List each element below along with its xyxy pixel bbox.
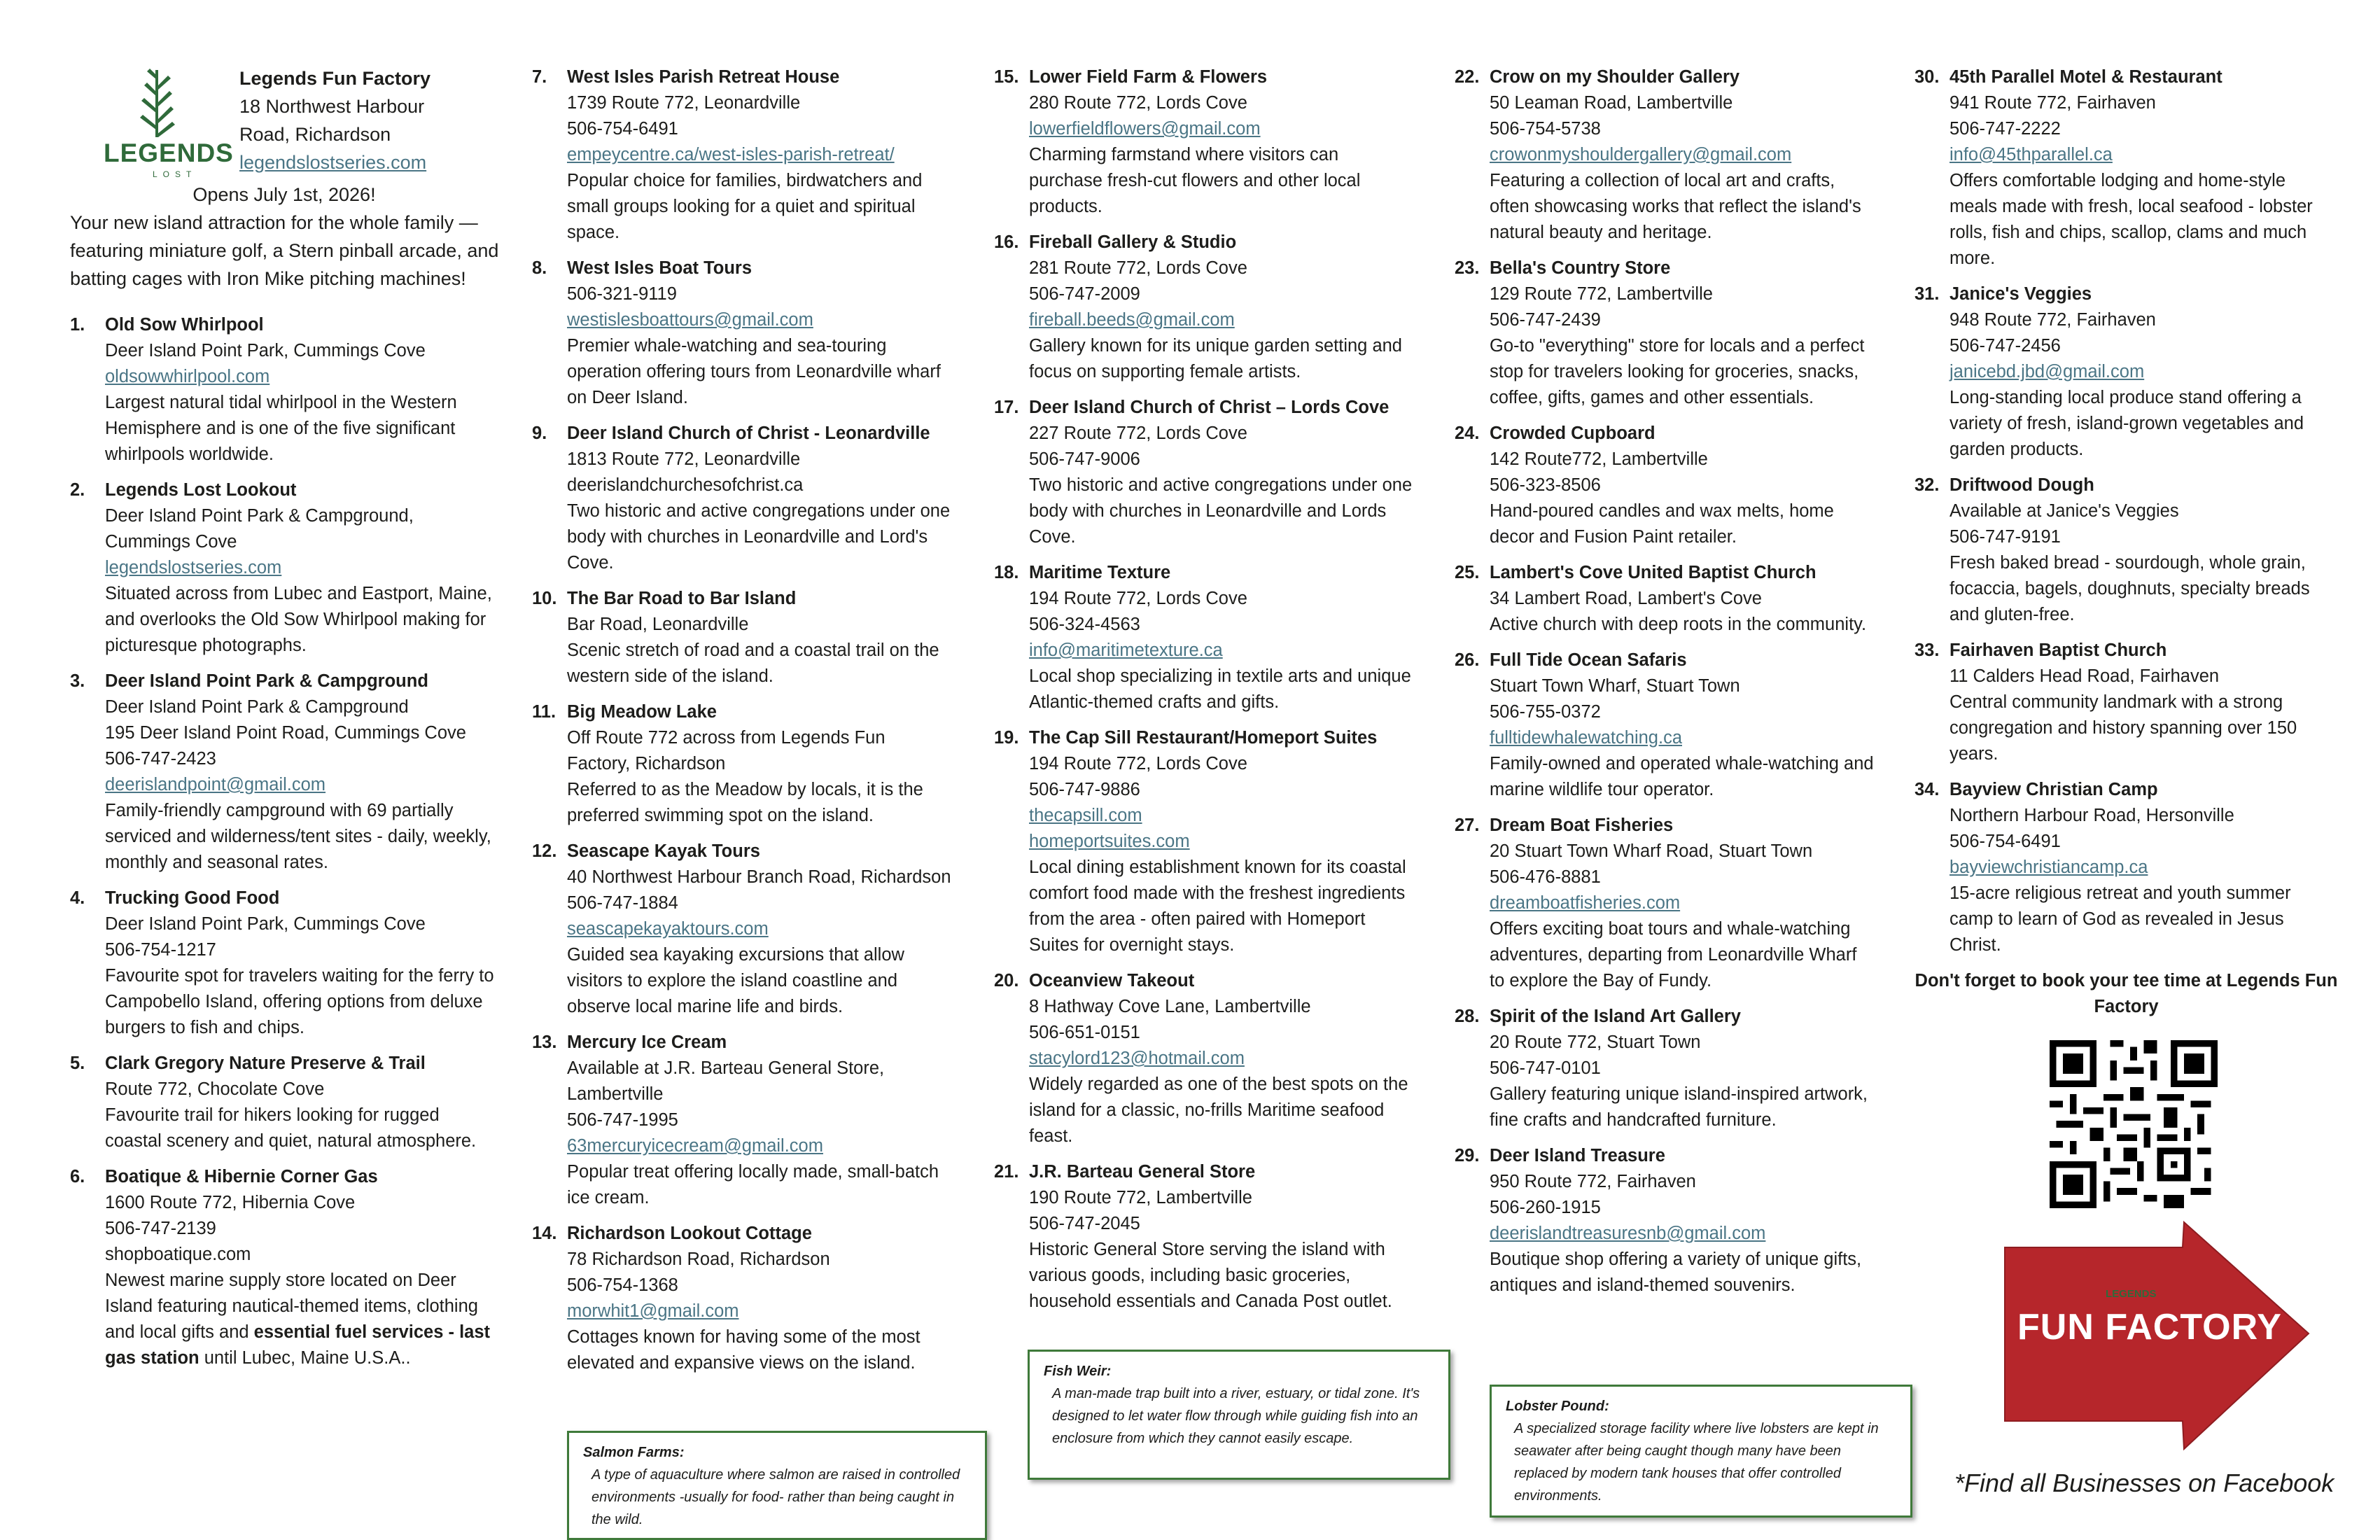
listing-link[interactable]: crowonmyshouldergallery@gmail.com [1490, 145, 1792, 164]
listing-entry [532, 255, 952, 411]
listing-description [1949, 385, 2338, 463]
description-text: Long-standing local produce stand offering a variety of fresh, island-grown vegetables and garden products. [1949, 388, 2304, 459]
box-title: Salmon Farms: [583, 1445, 685, 1460]
listing-description [567, 942, 952, 1020]
listing-group-2 [532, 64, 952, 1376]
column-3 [994, 64, 1414, 1324]
description-text: Boutique shop offering a variety of unique gifts, antiques and island-themed souvenirs. [1490, 1250, 1862, 1295]
box-title: Lobster Pound: [1506, 1399, 1609, 1414]
listing-detail: Off Route 772 across from Legends Fun Factory, Richardson [567, 728, 886, 774]
listing-link[interactable]: fulltidewhalewatching.ca [1490, 728, 1682, 748]
description-text: Central community landmark with a strong congregation and history spanning over 150 years. [1949, 692, 2297, 764]
address-line: Road, Richardson [239, 124, 391, 145]
website-link[interactable]: legendslostseries.com [239, 152, 427, 173]
listing-number: 20. [994, 971, 1019, 990]
listing-title: Bayview Christian Camp [1949, 780, 2158, 799]
listing-description [1490, 1082, 1875, 1133]
box-title: Fish Weir: [1044, 1364, 1112, 1379]
listing-number: 27. [1455, 816, 1480, 835]
listing-entry [1455, 560, 1875, 638]
listing-description [105, 1102, 497, 1154]
description-text: Go-to "everything" store for locals and a perfect stop for travelers looking for groceries, snacks, coffee, gifts, games and other essentials. [1490, 336, 1865, 407]
box-body: A type of aquaculture where salmon are raised in controlled environments -usually for food- rather than being caught in the wild. [592, 1467, 960, 1527]
listing-detail: 506-476-8881 [1490, 867, 1601, 887]
listing-description [1949, 881, 2338, 958]
listing-entry [1455, 813, 1875, 994]
description-text: Scenic stretch of road and a coastal trail on the western side of the island. [567, 640, 939, 686]
listing-description [105, 390, 497, 468]
listing-detail: 506-747-2222 [1949, 119, 2061, 139]
listing-number: 9. [532, 424, 547, 443]
listing-description [1029, 664, 1414, 715]
listing-number: 28. [1455, 1007, 1480, 1026]
listing-detail: 941 Route 772, Fairhaven [1949, 93, 2156, 113]
description-text: Newest marine supply store located on Deer Island featuring nautical-themed items, clothing and local gifts and [105, 1270, 478, 1342]
description-text: Family-owned and operated whale-watching and marine wildlife tour operator. [1490, 754, 1874, 799]
listing-title: Lambert's Cove United Baptist Church [1490, 563, 1816, 582]
tee-time-note: Don't forget to book your tee time at Legends Fun Factory [1914, 971, 2338, 1016]
listing-detail: Stuart Town Wharf, Stuart Town [1490, 676, 1740, 696]
listing-detail: 34 Lambert Road, Lambert's Cove [1490, 589, 1762, 608]
listing-title: West Isles Boat Tours [567, 258, 752, 278]
listing-detail: 506-747-9191 [1949, 527, 2061, 547]
listing-entry [1455, 255, 1875, 411]
description-text: Gallery known for its unique garden setting and focus on supporting female artists. [1029, 336, 1402, 382]
listing-number: 26. [1455, 650, 1480, 670]
listing-number: 2. [70, 480, 85, 500]
listing-number: 21. [994, 1162, 1019, 1182]
listing-entry [994, 968, 1414, 1149]
opening-date: Opens July 1st, 2026! [192, 184, 376, 205]
listing-entry [1455, 64, 1875, 246]
listing-link[interactable]: fireball.beeds@gmail.com [1029, 310, 1235, 330]
listing-detail: 506-747-2045 [1029, 1214, 1140, 1233]
listing-number: 30. [1914, 67, 1940, 87]
listing-description [1490, 333, 1875, 411]
listing-title: Deer Island Church of Christ - Leonardville [567, 424, 930, 443]
listing-group-5 [1914, 64, 2338, 958]
listing-description [105, 963, 497, 1041]
listing-detail: Bar Road, Leonardville [567, 615, 749, 634]
logo-subtitle: LOST [153, 169, 197, 179]
listing-entry [532, 1030, 952, 1211]
listing-entry [70, 886, 497, 1041]
address-line: 18 Northwest Harbour [239, 96, 425, 117]
listing-description [1029, 142, 1414, 220]
listing-description [1949, 690, 2338, 767]
description-text: Popular treat offering locally made, small-batch ice cream. [567, 1162, 939, 1208]
listing-title: Dream Boat Fisheries [1490, 816, 1674, 835]
description-text: Charming farmstand where visitors can purchase fresh-cut flowers and other local products. [1029, 145, 1361, 216]
listing-link[interactable]: janicebd.jbd@gmail.com [1949, 362, 2145, 382]
listing-detail: 142 Route772, Lambertville [1490, 449, 1708, 469]
listing-title: Fireball Gallery & Studio [1029, 232, 1237, 252]
listing-title: Clark Gregory Nature Preserve & Trail [105, 1054, 426, 1073]
listing-number: 16. [994, 232, 1019, 252]
description-text: Referred to as the Meadow by locals, it is the preferred swimming spot on the island. [567, 780, 923, 825]
listing-number: 1. [70, 315, 85, 335]
listing-detail: 506-754-6491 [567, 119, 678, 139]
listing-link[interactable]: westislesboattours@gmail.com [567, 310, 813, 330]
listing-description [567, 333, 952, 411]
listing-number: 6. [70, 1167, 85, 1186]
listing-number: 19. [994, 728, 1019, 748]
fun-factory-sign[interactable] [2001, 1218, 2316, 1456]
listing-detail: 506-323-8506 [1490, 475, 1601, 495]
description-text: Widely regarded as one of the best spots on the island for a classic, no-frills Maritime seafood feast. [1029, 1074, 1408, 1146]
listing-group-3 [994, 64, 1414, 1315]
listing-detail: deerislandchurchesofchrist.ca [567, 475, 804, 495]
listing-title: Trucking Good Food [105, 888, 280, 908]
listing-title: The Cap Sill Restaurant/Homeport Suites [1029, 728, 1378, 748]
listing-number: 33. [1914, 640, 1940, 660]
listing-detail: 190 Route 772, Lambertville [1029, 1188, 1252, 1208]
listing-link[interactable]: 63mercuryicecream@gmail.com [567, 1136, 823, 1156]
listing-detail: 195 Deer Island Point Road, Cummings Cove [105, 723, 466, 743]
listing-link[interactable]: lowerfieldflowers@gmail.com [1029, 119, 1261, 139]
listing-detail: Deer Island Point Park & Campground [105, 697, 409, 717]
description-text: until Lubec, Maine U.S.A.. [199, 1348, 411, 1368]
listing-description [567, 168, 952, 246]
logo-wordmark: LEGENDS [104, 139, 234, 167]
listing-title: Big Meadow Lake [567, 702, 717, 722]
listing-group-1 [70, 312, 497, 1371]
facebook-note: *Find all Businesses on Facebook [1954, 1469, 2334, 1497]
legends-logo [85, 66, 234, 185]
listing-title: Crow on my Shoulder Gallery [1490, 67, 1740, 87]
listing-title: Janice's Veggies [1949, 284, 2092, 304]
listing-detail: 506-747-1995 [567, 1110, 678, 1130]
listing-description [1029, 333, 1414, 385]
listing-link[interactable]: homeportsuites.com [1029, 832, 1190, 851]
description-text: Historic General Store serving the island with various goods, including basic groceries, household essentials and Canada Post outlet. [1029, 1240, 1392, 1311]
listing-number: 17. [994, 398, 1019, 417]
listing-entry [70, 1051, 497, 1154]
description-text: Largest natural tidal whirlpool in the Western Hemisphere and is one of the five significant whirlpools worldwide. [105, 393, 457, 464]
listing-description [105, 1268, 497, 1371]
listing-detail: 506-747-2439 [1490, 310, 1601, 330]
description-emphasis: essential fuel services - last gas station [105, 1322, 491, 1368]
listing-detail: 194 Route 772, Lords Cove [1029, 589, 1247, 608]
listing-entry [1914, 638, 2338, 767]
listing-description [1029, 855, 1414, 958]
listing-number: 11. [532, 702, 556, 722]
description-text: Active church with deep roots in the community. [1490, 615, 1867, 634]
listing-detail: 506-747-2456 [1949, 336, 2061, 356]
listing-detail: Deer Island Point Park & Campground, Cummings Cove [105, 506, 414, 552]
listing-number: 14. [532, 1224, 557, 1243]
listing-link[interactable]: stacylord123@hotmail.com [1029, 1049, 1245, 1068]
listing-detail: 1600 Route 772, Hibernia Cove [105, 1193, 356, 1212]
listing-detail: 281 Route 772, Lords Cove [1029, 258, 1247, 278]
listing-entry [994, 1159, 1414, 1315]
listing-entry [1455, 648, 1875, 803]
listing-entry [70, 477, 497, 659]
listing-entry [1914, 777, 2338, 958]
listing-detail: 8 Hathway Cove Lane, Lambertville [1029, 997, 1311, 1016]
listing-number: 24. [1455, 424, 1480, 443]
listing-link[interactable]: legendslostseries.com [105, 558, 282, 578]
description-text: Local shop specializing in textile arts and unique Atlantic-themed crafts and gifts. [1029, 666, 1411, 712]
listing-title: Legends Lost Lookout [105, 480, 297, 500]
listing-title: Spirit of the Island Art Gallery [1490, 1007, 1741, 1026]
listing-link[interactable]: seascapekayaktours.com [567, 919, 769, 939]
description-text: Two historic and active congregations under one body with churches in Leonardville and Lord's Cove. [567, 501, 951, 573]
listing-description [1949, 550, 2338, 628]
qr-code-icon[interactable] [2050, 1040, 2218, 1208]
description-text: Offers comfortable lodging and home-style meals made with fresh, local seafood - lobster rolls, fish and chips, scallop, clams and much more. [1949, 171, 2313, 268]
listing-entry [994, 560, 1414, 715]
listing-entry [1914, 281, 2338, 463]
listing-link[interactable]: oldsowwhirlpool.com [105, 367, 270, 386]
listing-detail: 1813 Route 772, Leonardville [567, 449, 801, 469]
listing-title: The Bar Road to Bar Island [567, 589, 797, 608]
listing-detail: 506-747-1884 [567, 893, 678, 913]
description-text: Offers exciting boat tours and whale-watching adventures, departing from Leonardville Wharf to explore the Bay of Fundy. [1490, 919, 1857, 990]
listing-title: West Isles Parish Retreat House [567, 67, 840, 87]
listing-number: 32. [1914, 475, 1940, 495]
listing-detail: Available at J.R. Barteau General Store, Lambertville [567, 1058, 885, 1104]
listing-title: J.R. Barteau General Store [1029, 1162, 1256, 1182]
listing-detail: 20 Route 772, Stuart Town [1490, 1032, 1701, 1052]
listing-number: 18. [994, 563, 1019, 582]
listing-link[interactable]: deerislandpoint@gmail.com [105, 775, 326, 794]
listing-number: 13. [532, 1032, 557, 1052]
listing-entry [994, 230, 1414, 385]
listing-entry [532, 1221, 952, 1376]
listing-number: 23. [1455, 258, 1480, 278]
listing-detail: 506-754-1217 [105, 940, 216, 960]
listing-number: 7. [532, 67, 547, 87]
listing-detail: Route 772, Chocolate Cove [105, 1079, 325, 1099]
listing-number: 15. [994, 67, 1019, 87]
listing-entry [532, 421, 952, 576]
column-2 [532, 64, 952, 1386]
description-text: Premier whale-watching and sea-touring operation offering tours from Leonardville wharf on Deer Island. [567, 336, 941, 407]
listing-number: 4. [70, 888, 85, 908]
description-text: Fresh baked bread - sourdough, whole grain, focaccia, bagels, doughnuts, specialty breads and gluten-free. [1949, 553, 2310, 624]
listing-group-4 [1455, 64, 1875, 1298]
description-text: Local dining establishment known for its coastal comfort food made with the freshest ingredients from the area - often paired with Homeport Suites for overnight stays. [1029, 858, 1406, 955]
listing-title: Maritime Texture [1029, 563, 1171, 582]
listing-title: Deer Island Point Park & Campground [105, 671, 428, 691]
description-text: Favourite trail for hikers looking for rugged coastal scenery and quiet, natural atmosphere. [105, 1105, 477, 1151]
header-address [239, 64, 430, 176]
listing-detail: 506-324-4563 [1029, 615, 1140, 634]
listing-number: 8. [532, 258, 547, 278]
listing-number: 5. [70, 1054, 85, 1073]
listing-description [1490, 168, 1875, 246]
listing-detail: 129 Route 772, Lambertville [1490, 284, 1713, 304]
listing-number: 22. [1455, 67, 1480, 87]
listing-title: Full Tide Ocean Safaris [1490, 650, 1687, 670]
listing-entry [994, 64, 1414, 220]
listing-title: Bella's Country Store [1490, 258, 1671, 278]
listing-detail: 506-651-0151 [1029, 1023, 1140, 1042]
listing-description [1029, 1072, 1414, 1149]
box-body: A specialized storage facility where live lobsters are kept in seawater after being caught though many have been replaced by modern tank houses that offer controlled environments. [1514, 1421, 1879, 1504]
tree-icon [127, 66, 183, 139]
sign-logo: LEGENDS [2106, 1288, 2157, 1300]
listing-entry [994, 725, 1414, 958]
listing-link[interactable]: empeycentre.ca/west-isles-parish-retreat/ [567, 145, 895, 164]
listing-title: Lower Field Farm & Flowers [1029, 67, 1268, 87]
listing-detail: 50 Leaman Road, Lambertville [1490, 93, 1733, 113]
listing-description [1949, 168, 2338, 272]
listing-description [105, 581, 497, 659]
box-body: A man-made trap built into a river, estuary, or tidal zone. It's designed to let water flow through while guiding fish into an enclosure from which they cannot easily escape. [1052, 1386, 1420, 1446]
listing-entry [1455, 421, 1875, 550]
listing-detail: 280 Route 772, Lords Cove [1029, 93, 1247, 113]
listing-title: Seascape Kayak Tours [567, 841, 760, 861]
listing-description [1490, 612, 1875, 638]
listing-number: 31. [1914, 284, 1940, 304]
listing-number: 25. [1455, 563, 1480, 582]
listing-detail: 78 Richardson Road, Richardson [567, 1250, 830, 1269]
listing-link[interactable]: thecapsill.com [1029, 806, 1142, 825]
business-name: Legends Fun Factory [239, 68, 431, 89]
description-text: Featuring a collection of local art and crafts, often showcasing works that reflect the island's natural beauty and heritage. [1490, 171, 1861, 242]
listing-detail: 506-754-1368 [567, 1275, 678, 1295]
listing-entry [70, 1164, 497, 1371]
listing-detail: 506-747-2139 [105, 1219, 216, 1238]
listing-entry [532, 586, 952, 690]
listing-entry [532, 699, 952, 829]
listing-detail: 948 Route 772, Fairhaven [1949, 310, 2156, 330]
listing-detail: 11 Calders Head Road, Fairhaven [1949, 666, 2220, 686]
listing-description [567, 1324, 952, 1376]
listing-description [1490, 916, 1875, 994]
listing-detail: 506-747-0101 [1490, 1058, 1601, 1078]
listing-link[interactable]: info@maritimetexture.ca [1029, 640, 1223, 660]
listing-description [567, 1159, 952, 1211]
listing-entry [1914, 472, 2338, 628]
listing-title: Driftwood Dough [1949, 475, 2094, 495]
listing-entry [70, 668, 497, 876]
listing-description [1490, 1247, 1875, 1298]
listing-description [567, 777, 952, 829]
listing-detail: Deer Island Point Park, Cummings Cove [105, 341, 426, 360]
listing-detail: 1739 Route 772, Leonardville [567, 93, 801, 113]
lobster-pound-box [1490, 1385, 1912, 1518]
listing-title: Oceanview Takeout [1029, 971, 1195, 990]
listing-entry [1455, 1143, 1875, 1298]
listing-detail: Available at Janice's Veggies [1949, 501, 2179, 521]
listing-number: 12. [532, 841, 557, 861]
listing-title: Richardson Lookout Cottage [567, 1224, 812, 1243]
listing-entry [532, 839, 952, 1020]
listing-number: 34. [1914, 780, 1940, 799]
listing-entry [1455, 1004, 1875, 1133]
description-text: Popular choice for families, birdwatchers and small groups looking for a quiet and spiritual space. [567, 171, 923, 242]
listing-detail: 506-747-9886 [1029, 780, 1140, 799]
fish-weir-box [1028, 1350, 1450, 1480]
listing-title: Fairhaven Baptist Church [1949, 640, 2167, 660]
listing-detail: 506-321-9119 [567, 284, 677, 304]
sign-label: FUN FACTORY [2017, 1307, 2282, 1348]
listing-entry [70, 312, 497, 468]
listing-title: Crowded Cupboard [1490, 424, 1656, 443]
listing-title: Old Sow Whirlpool [105, 315, 264, 335]
listing-detail: 40 Northwest Harbour Branch Road, Richardson [567, 867, 951, 887]
listing-description [567, 638, 952, 690]
listing-detail: 227 Route 772, Lords Cove [1029, 424, 1247, 443]
listing-link[interactable]: dreamboatfisheries.com [1490, 893, 1681, 913]
listing-link[interactable]: morwhit1@gmail.com [567, 1301, 739, 1321]
description-text: Guided sea kayaking excursions that allow visitors to explore the island coastline and observe local marine life and birds. [567, 945, 904, 1016]
description-text: Hand-poured candles and wax melts, home decor and Fusion Paint retailer. [1490, 501, 1834, 547]
listing-detail: 506-747-2009 [1029, 284, 1140, 304]
listing-description [105, 798, 497, 876]
listing-detail: 506-747-9006 [1029, 449, 1140, 469]
column-5 [1914, 64, 2338, 1020]
intro-text: Your new island attraction for the whole family — featuring miniature golf, a Stern pinball arcade, and batting cages with Iron Mike pitching machines! [70, 212, 499, 289]
listing-number: 10. [532, 589, 557, 608]
listing-detail: 20 Stuart Town Wharf Road, Stuart Town [1490, 841, 1813, 861]
listing-number: 29. [1455, 1146, 1480, 1166]
listing-detail: 506-754-5738 [1490, 119, 1601, 139]
listing-detail: 194 Route 772, Lords Cove [1029, 754, 1247, 774]
listing-detail: 506-747-2423 [105, 749, 216, 769]
listing-entry [1914, 64, 2338, 272]
listing-detail: Northern Harbour Road, Hersonville [1949, 806, 2234, 825]
listing-link[interactable]: info@45thparallel.ca [1949, 145, 2113, 164]
column-4 [1455, 64, 1875, 1308]
listing-detail: shopboatique.com [105, 1245, 251, 1264]
listing-link[interactable]: deerislandtreasuresnb@gmail.com [1490, 1224, 1766, 1243]
listing-title: Mercury Ice Cream [567, 1032, 727, 1052]
description-text: Situated across from Lubec and Eastport, Maine, and overlooks the Old Sow Whirlpool making for picturesque photographs. [105, 584, 492, 655]
listing-entry [532, 64, 952, 246]
listing-detail: 506-260-1915 [1490, 1198, 1601, 1217]
listing-detail: 506-754-6491 [1949, 832, 2061, 851]
listing-detail: Deer Island Point Park, Cummings Cove [105, 914, 426, 934]
listing-number: 3. [70, 671, 85, 691]
description-text: Favourite spot for travelers waiting for the ferry to Campobello Island, offering options from deluxe burgers to fish and chips. [105, 966, 494, 1037]
description-text: Gallery featuring unique island-inspired artwork, fine crafts and handcrafted furniture. [1490, 1084, 1868, 1130]
listing-description [1490, 498, 1875, 550]
listing-description [1029, 472, 1414, 550]
description-text: Family-friendly campground with 69 partially serviced and wilderness/tent sites - daily, weekly, monthly and seasonal rates. [105, 801, 491, 872]
listing-title: Deer Island Treasure [1490, 1146, 1665, 1166]
listing-title: Boatique & Hibernie Corner Gas [105, 1167, 378, 1186]
description-text: Two historic and active congregations under one body with churches in Leonardville and Lords Cove. [1029, 475, 1413, 547]
column-1 [70, 64, 497, 1381]
listing-title: Deer Island Church of Christ – Lords Cove [1029, 398, 1390, 417]
listing-detail: 506-755-0372 [1490, 702, 1601, 722]
listing-entry [994, 395, 1414, 550]
listing-title: 45th Parallel Motel & Restaurant [1949, 67, 2222, 87]
description-text: 15-acre religious retreat and youth summer camp to learn of God as revealed in Jesus Christ. [1949, 883, 2291, 955]
listing-link[interactable]: bayviewchristiancamp.ca [1949, 858, 2148, 877]
listing-detail: 950 Route 772, Fairhaven [1490, 1172, 1696, 1191]
legends-header [70, 64, 497, 183]
listing-description [567, 498, 952, 576]
listing-description [1490, 751, 1875, 803]
listing-description [1029, 1237, 1414, 1315]
description-text: Cottages known for having some of the most elevated and expansive views on the island. [567, 1327, 920, 1373]
salmon-farms-box [567, 1431, 987, 1540]
